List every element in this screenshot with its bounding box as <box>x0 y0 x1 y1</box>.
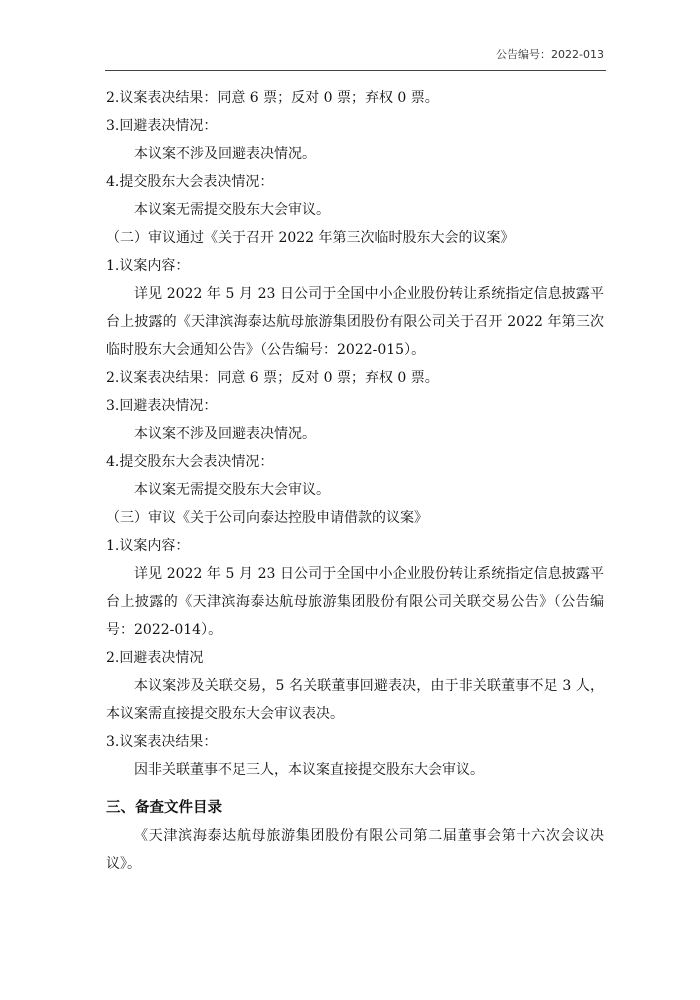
motion-2-vote-result: 2.议案表决结果：同意 6 票；反对 0 票；弃权 0 票。 <box>106 370 439 386</box>
announcement-number: 公告编号：2022-013 <box>496 48 604 61</box>
motion-2-recusal-body: 本议案不涉及回避表决情况。 <box>134 426 316 442</box>
recusal-title: 3.回避表决情况： <box>106 118 218 134</box>
recusal-body: 本议案不涉及回避表决情况。 <box>134 146 316 162</box>
motion-3-recusal-title: 2.回避表决情况 <box>106 650 204 666</box>
motion-2-content-body: 详见 2022 年 5 月 23 日公司于全国中小企业股份转让系统指定信息披露平台上披露的《天津滨海泰达航母旅游集团股份有限公司关于召开 2022 年第三次临时股东大会通知公告》（公告编号：2022-015）。 <box>106 286 604 358</box>
reference-document: 《天津滨海泰达航母旅游集团股份有限公司第二届董事会第十六次会议决议》。 <box>106 828 604 872</box>
vote-result: 2.议案表决结果：同意 6 票；反对 0 票；弃权 0 票。 <box>106 90 439 106</box>
motion-3-recusal-body: 本议案涉及关联交易，5 名关联董事回避表决，由于非关联董事不足 3 人，本议案需直接提交股东大会审议表决。 <box>106 678 604 722</box>
motion-3-content-body: 详见 2022 年 5 月 23 日公司于全国中小企业股份转让系统指定信息披露平台上披露的《天津滨海泰达航母旅游集团股份有限公司关联交易公告》（公告编号：2022-014）。 <box>106 566 604 638</box>
submit-title: 4.提交股东大会表决情况： <box>106 174 274 190</box>
document-body <box>106 84 604 878</box>
motion-2-content-title: 1.议案内容： <box>106 258 190 274</box>
motion-3-title: （三）审议《关于公司向泰达控股申请借款的议案》 <box>106 510 428 526</box>
motion-3-content-title: 1.议案内容： <box>106 538 190 554</box>
motion-2-title: （二）审议通过《关于召开 2022 年第三次临时股东大会的议案》 <box>106 230 515 246</box>
motion-2-submit-body: 本议案无需提交股东大会审议。 <box>134 482 330 498</box>
header-divider <box>105 70 606 71</box>
section-three-heading: 三、备查文件目录 <box>106 800 222 816</box>
motion-3-vote-body: 因非关联董事不足三人，本议案直接提交股东大会审议。 <box>134 762 484 778</box>
motion-3-vote-title: 3.议案表决结果： <box>106 734 218 750</box>
submit-body: 本议案无需提交股东大会审议。 <box>134 202 330 218</box>
motion-2-recusal-title: 3.回避表决情况： <box>106 398 218 414</box>
motion-2-submit-title: 4.提交股东大会表决情况： <box>106 454 274 470</box>
